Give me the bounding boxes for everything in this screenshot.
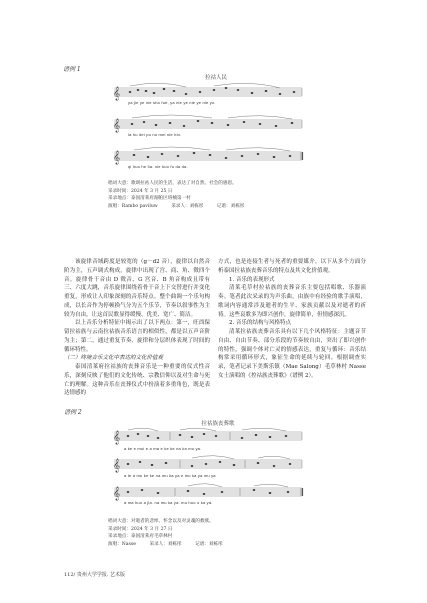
right-column: [218, 258, 366, 381]
right-heading-2: 2. 音乐的结构与风格特点: [229, 320, 291, 327]
left-para-3: 泰国清莱府拉祜族的丧葬音乐是一种重要的仪式性音乐，深刻反映了他们的文化传统、宗教信仰以及对生命与死亡的理解。这种音乐在丧葬仪式中扮演着多重角色，既是表达情感的: [64, 364, 210, 397]
journal-name: / 贵州大学学报. 艺术版: [73, 572, 126, 578]
example-1-label: 谱例 1: [63, 66, 81, 73]
example-2-title: 拉祜族丧葬歌: [201, 421, 235, 427]
example-1-record-place: 采录地点：泰国清莱府湄帕区班楠第一村: [108, 196, 191, 202]
left-subhead: （二）终境音乐文化中表达的文化价值观: [64, 355, 164, 362]
svg-text:𝄞: 𝄞: [113, 150, 121, 164]
example-2-label: 谱例 2: [64, 409, 82, 416]
example-2-record-place: 采录地点：泰国清莱府毛草林村: [108, 534, 173, 540]
example-2-lyric-line-3: a ma huo a jia. na mu ka ya. mu huo o ka ya.: [124, 500, 213, 505]
example-1-title: 拉祜人民: [204, 75, 227, 81]
example-1-credits: [108, 203, 244, 211]
example-2-singer: 演唱：Nasse: [108, 541, 136, 547]
example-1-notator: 记谱：刘栋彤: [216, 203, 245, 209]
svg-text:𝄞: 𝄞: [113, 430, 121, 444]
right-para-2: 清莱毛草村拉祜族的丧葬音乐主要包括唱歌、乐器演奏。笔者此次采录的为声乐曲，由族中有经验的歌手演唱，歌词内容通常涉及逝者的生平、家族贡献以及对逝者的祈祷。这些哀歌多为即兴创作，旋律简单，但情感深沉。: [218, 285, 366, 318]
svg-text:𝄞: 𝄞: [113, 486, 121, 500]
example-1-lyric-line-2: la hu dei pu nu mei nie hin.: [128, 132, 182, 137]
example-2-lyric-line-2: a te a mu ke ke na mu ka ya e mu ka ya mu ya: [124, 473, 216, 478]
example-1-singer: 演唱：Rambo paviluw: [108, 203, 158, 209]
left-para-2: 以上音乐分析特征中揭示出了以下两点：第一，旺酉保留拉祜族与云南拉祜族音乐语言的相似性，都是以五声音阶为主；第二，通过重复节奏、旋律和分层织体表现了时间的循环特性。: [64, 320, 210, 353]
example-2-lyric-line-1: a ke e mui e a ma e ke ke na ka mu ya.: [124, 446, 202, 451]
left-column: [64, 258, 210, 398]
example-1-lyric-line-1: ya jie ye nie sho fue, ya nie ye nie ye nie yo.: [128, 100, 216, 105]
example-1-record-date: 采录时间：2024 年 3 月 25 日: [108, 188, 173, 194]
example-1-meta: [108, 180, 244, 210]
right-heading-1: 1. 音乐的表现形式: [229, 276, 275, 283]
right-para-3: 清莱拉祜族丧葬音乐具有以下几个风格特征：主题音节自由、自由节奏、部分乐段的节奏较自由，突出了即兴创作的特性，强调个体对亡灵的情感表达，重复与循环：音乐结构常采用循环形式，象征生命的延续与轮回。根据调查实录，笔者记录下美斯乐镇（Mae Salong）毛草林村 Nasse 女士演唱的《控祜族丧葬歌》（谱例 2）。: [218, 329, 366, 379]
page-number: 112: [64, 572, 74, 578]
svg-text:𝄞: 𝄞: [113, 458, 121, 472]
example-2-lyric-meaning: 唱词大意：对逝者的悲悼，怀念以及对灵魂的救赎。: [108, 519, 214, 524]
example-1-lyric-meaning: 唱词大意：歌颂拉祜人民的生活，表达了对自然、社会的感恩。: [108, 181, 237, 186]
svg-text:𝄞: 𝄞: [113, 118, 121, 132]
svg-text:𝄞: 𝄞: [113, 86, 121, 100]
example-1-recorder: 采录人：刘栋彤: [171, 203, 204, 209]
example-2-record-date: 采录时间：2024 年 3 月 27 日: [108, 526, 173, 532]
example-2-credits: [108, 541, 223, 549]
example-2-recorder: 采录人：刘栋彤: [149, 541, 182, 547]
example-2-meta: [108, 518, 223, 548]
left-para-1: 该旋律音域跨度是较宽的（g－d2 音），旋律以自然音阶为主，五声调式构成，旋律中出现了宫、商、角、徵四个音。旋律骨干音由 D 徵音、G 宫音、B 角音构成且带有三、六度大跳，音乐旋律围绕着骨干音上下交替进行并变化重复，形成让人印象深刻的音乐特点。整个曲调一个乐句构成，以长音作为停顿换气分为五个乐节，节奏以叙事性为主较为自由，让这首民歌显得缓慢、优美、宽广、简洁。: [64, 259, 210, 318]
page-footer: [64, 571, 125, 578]
example-1-lyric-line-3: qi huo he lia. nie kuo fu da da.: [128, 164, 188, 169]
right-para-1: 方式，也是连接生者与死者的重要媒介。以下从多个方面分析泰国拉祜族丧葬音乐的特点及其文化价值观。: [218, 259, 366, 274]
example-2-notator: 记谱：刘栋彤: [195, 541, 223, 547]
